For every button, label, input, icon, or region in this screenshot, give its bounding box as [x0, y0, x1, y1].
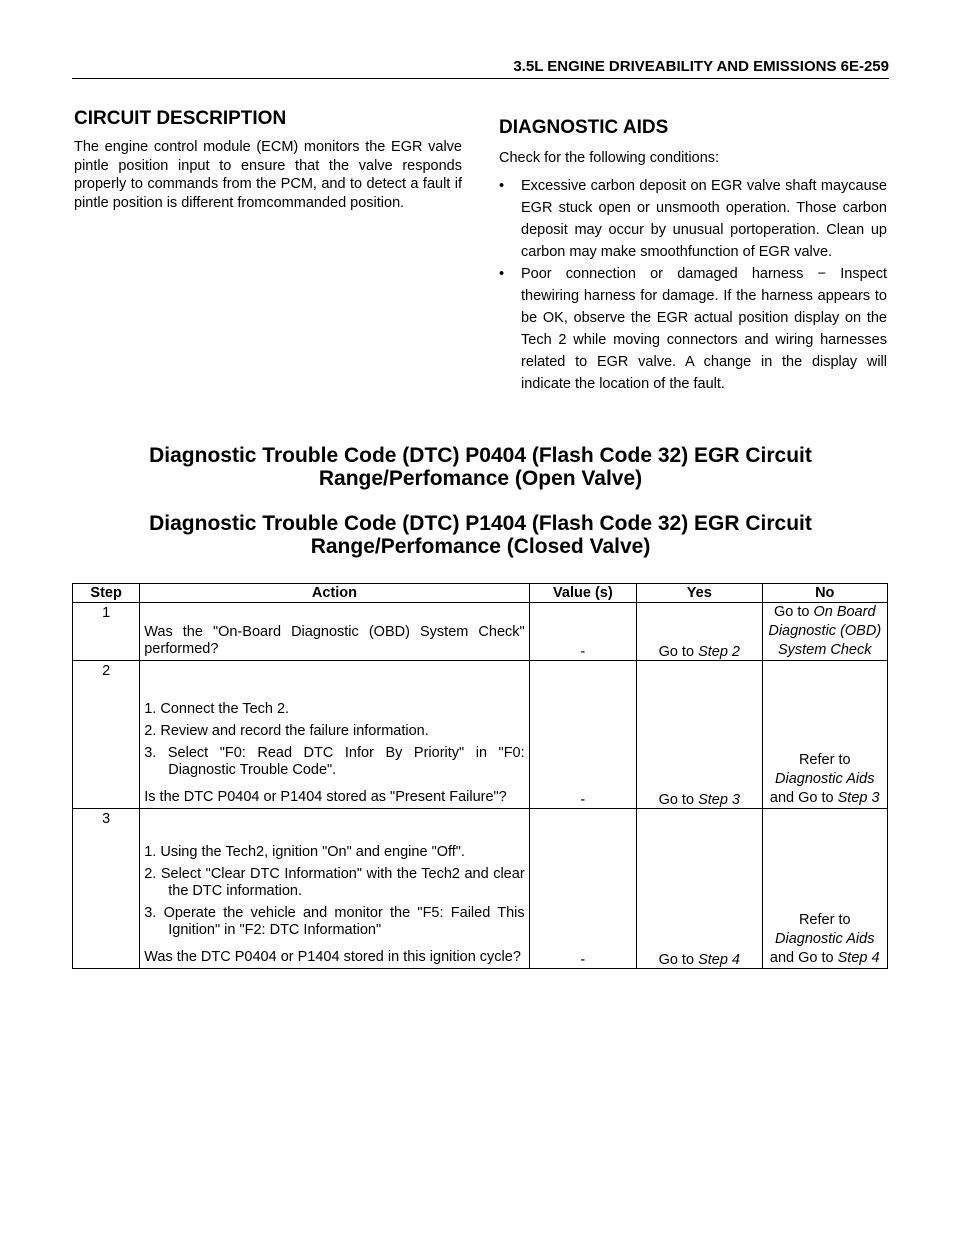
yes-prefix: Go to	[658, 644, 699, 660]
diagnostic-aids-intro: Check for the following conditions:	[499, 150, 720, 166]
action-cell	[140, 661, 529, 809]
value-cell: -	[529, 603, 636, 661]
no-line-1: Refer to	[798, 912, 851, 928]
action-item: 2. Select "Clear DTC Information" with the Tech2 and clear the DTC information.	[144, 866, 525, 899]
header-action: Action	[140, 584, 529, 603]
no-line-2: Diagnostic (OBD)	[768, 623, 882, 639]
yes-cell	[637, 661, 762, 809]
no-line-3: and Go to Step 4	[769, 950, 880, 966]
no-line-1: Refer to	[798, 752, 851, 768]
header-no: No	[762, 584, 888, 603]
table-row	[73, 809, 888, 969]
diagnostic-aids-section	[499, 117, 887, 395]
table-header-row	[73, 584, 888, 603]
no-line-3: System Check	[778, 642, 872, 658]
action-question: Was the "On-Board Diagnostic (OBD) System Check" performed?	[144, 624, 525, 657]
yes-step-link: Step 2	[698, 644, 740, 660]
action-cell	[140, 809, 529, 969]
action-item: 2. Review and record the failure information.	[144, 723, 429, 739]
list-item	[499, 175, 887, 263]
yes-step-link: Step 4	[698, 952, 740, 968]
yes-prefix: Go to	[658, 792, 699, 808]
value-cell: -	[529, 809, 636, 969]
yes-cell	[637, 809, 762, 969]
yes-prefix: Go to	[658, 952, 699, 968]
yes-cell	[637, 603, 762, 661]
dtc-title-p0404: Diagnostic Trouble Code (DTC) P0404 (Flash Code 32) EGR Circuit Range/Perfomance (Open Valve)	[149, 444, 812, 490]
no-cell	[762, 809, 888, 969]
action-question: Is the DTC P0404 or P1404 stored as "Present Failure"?	[144, 789, 507, 805]
no-line-3: and Go to Step 3	[769, 790, 880, 806]
action-item: 3. Select "F0: Read DTC Infor By Priority" in "F0: Diagnostic Trouble Code".	[144, 745, 525, 778]
bullet-text: Poor connection or damaged harness − Inspect thewiring harness for damage. If the harness appears to be OK, observe the EGR actual position display on the Tech 2 while moving connectors and wiring harnesses related to EGR valve. A change in the display will indicate the location of the fault.	[521, 266, 887, 392]
no-line-1: Go to On Board	[773, 604, 876, 620]
step-number: 1	[73, 603, 140, 661]
action-item: 1. Using the Tech2, ignition "On" and engine "Off".	[144, 844, 465, 860]
list-item	[499, 263, 887, 395]
action-item: 1. Connect the Tech 2.	[144, 701, 290, 717]
diagnostic-table	[72, 583, 888, 969]
bullet-icon: •	[499, 266, 505, 282]
no-cell	[762, 661, 888, 809]
value-cell: -	[529, 661, 636, 809]
no-cell	[762, 603, 888, 661]
step-number: 3	[73, 809, 140, 969]
bullet-icon: •	[499, 178, 505, 194]
action-cell	[140, 603, 529, 661]
header-step: Step	[73, 584, 140, 603]
table-row	[73, 661, 888, 809]
dtc-title-p1404: Diagnostic Trouble Code (DTC) P1404 (Flash Code 32) EGR Circuit Range/Perfomance (Closed Valve)	[149, 512, 812, 558]
diagnostic-aids-title: DIAGNOSTIC AIDS	[499, 117, 669, 138]
bullet-text: Excessive carbon deposit on EGR valve shaft maycause EGR stuck open or unsmooth operation. Those carbon deposit may occur by unusual portoperation. Clean up carbon may make smoothfunction of EGR valve.	[521, 178, 887, 260]
no-line-2: Diagnostic Aids	[775, 771, 875, 787]
circuit-description-body: The engine control module (ECM) monitors the EGR valve pintle position input to ensure that the valve responds properly to commands from the PCM, and to detect a fault if pintle position is different fromcommanded position.	[74, 139, 462, 211]
yes-step-link: Step 3	[698, 792, 740, 808]
no-line-2: Diagnostic Aids	[775, 931, 875, 947]
step-number: 2	[73, 661, 140, 809]
action-question: Was the DTC P0404 or P1404 stored in this ignition cycle?	[144, 949, 521, 965]
table-row	[73, 603, 888, 661]
page-header: 3.5L ENGINE DRIVEABILITY AND EMISSIONS 6E-259	[72, 58, 889, 79]
action-item: 3. Operate the vehicle and monitor the "F5: Failed This Ignition" in "F2: DTC Information"	[144, 905, 525, 938]
diagnostic-aids-list	[499, 175, 887, 395]
circuit-description-section	[74, 108, 462, 212]
circuit-description-title: CIRCUIT DESCRIPTION	[74, 108, 287, 129]
header-yes: Yes	[637, 584, 762, 603]
dtc-titles	[72, 444, 889, 580]
header-value: Value (s)	[529, 584, 636, 603]
